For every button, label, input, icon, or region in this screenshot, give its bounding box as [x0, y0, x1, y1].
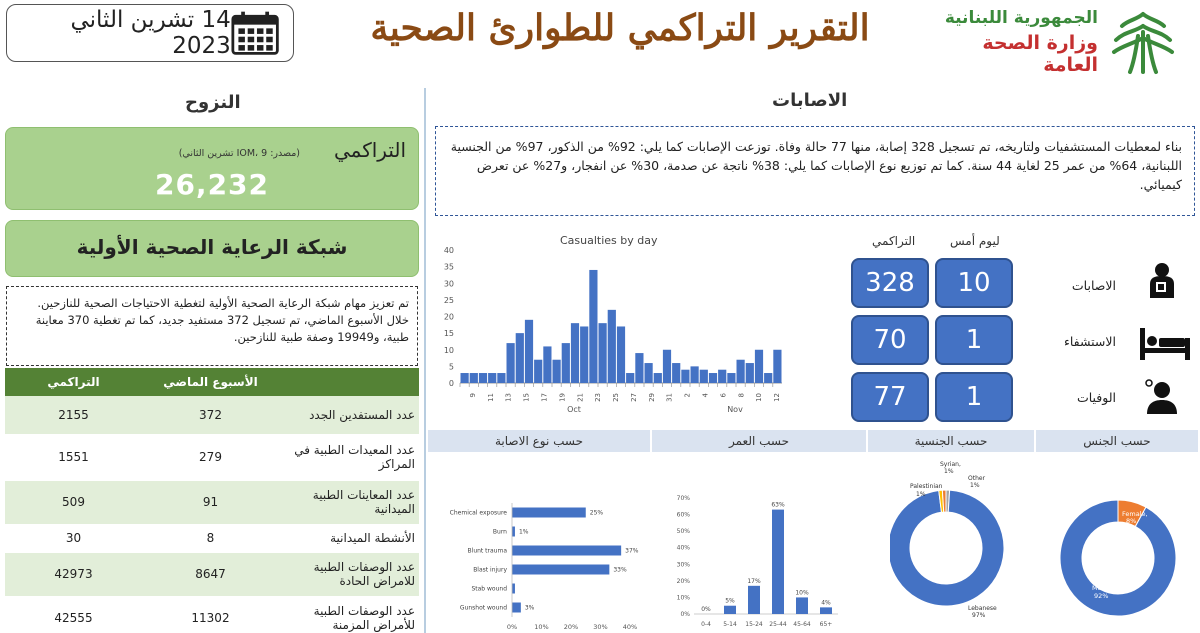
injury-type-bar [512, 508, 586, 518]
row-total: 42555 [5, 596, 142, 633]
pane-header-age: حسب العمر [652, 430, 866, 452]
value-label: 3% [524, 604, 535, 612]
x-tick-label: 6 [719, 393, 728, 398]
daily-bar [663, 350, 671, 383]
phc-note: تم تعزيز مهام شبكة الرعاية الصحية الأولية لتغطية الاحتياجات الصحية للنازحين. خلال الأسبوع الماضي، تم تسجيل 372 مستفيد جديد، كما تم تغطية 370 معاينة طبية، و19949 وصفة طبية للنازحين. [6, 286, 418, 366]
x-tick-label: 19 [558, 393, 567, 402]
daily-bar [681, 370, 689, 383]
row-label: عدد المستفدين الجدد [279, 396, 419, 434]
y-tick-label: 70% [676, 495, 690, 502]
injuries-label: الاصابات [1071, 278, 1116, 293]
y-tick-label: 0 [448, 379, 454, 388]
value-label: 10% [795, 589, 809, 597]
calendar-icon [231, 9, 279, 57]
row-week: 91 [142, 480, 279, 524]
age-bar [796, 597, 808, 614]
x-tick-label: 27 [629, 393, 638, 402]
daily-bar [709, 373, 717, 383]
ministry-name [928, 8, 1098, 76]
injury-type-bar [512, 603, 521, 613]
pane-header-injury-type: حسب نوع الاصابة [428, 430, 650, 452]
month-label: Nov [727, 405, 743, 414]
table-row [5, 396, 419, 434]
x-tick-label: 31 [665, 393, 674, 402]
y-tick-label: 20 [443, 312, 454, 322]
injury-type-bar [512, 546, 621, 556]
x-tick-label: 12 [773, 393, 782, 402]
ministry-label: وزارة الصحة العامة [982, 32, 1098, 76]
table-row [5, 552, 419, 596]
pane-header-gender: حسب الجنس [1036, 430, 1198, 452]
daily-bar [507, 343, 515, 383]
row-week: 8 [142, 524, 279, 552]
injury-type-chart [430, 495, 650, 633]
row-week: 372 [142, 396, 279, 434]
category-label: 25-44 [769, 621, 787, 628]
x-tick-label: 15 [522, 393, 531, 402]
slice-label: Lebanese [968, 605, 997, 612]
column-divider [424, 88, 426, 633]
value-label: 37% [625, 547, 639, 555]
hospitalization-cumulative: 70 [851, 315, 929, 365]
x-tick-label: 0% [506, 623, 518, 631]
injury-type-bar [512, 565, 609, 575]
row-total: 509 [5, 480, 142, 524]
deaths-label: الوفيات [1076, 390, 1116, 405]
category-label: 5-14 [723, 621, 737, 628]
daily-bar [737, 360, 745, 383]
value-label: 5% [725, 597, 735, 605]
y-tick-label: 40 [443, 246, 454, 255]
row-label: عدد المعيدات الطبية في المراكز [279, 434, 419, 480]
slice-value-label: 92% [1094, 592, 1109, 600]
pane-header-nationality: حسب الجنسية [868, 430, 1034, 452]
row-total: 42973 [5, 552, 142, 596]
daily-bar [543, 346, 551, 383]
hospital-bed-icon [1138, 326, 1192, 360]
daily-bar [461, 373, 469, 383]
stats-header-cumulative: التراكمي [872, 234, 916, 248]
category-label: 15-24 [745, 621, 763, 628]
slice-label: Palestinian [910, 483, 943, 490]
row-total: 2155 [5, 396, 142, 434]
report-header [0, 0, 1200, 80]
y-tick-label: 35 [443, 262, 454, 272]
age-bar [748, 586, 760, 614]
table-row [5, 596, 419, 633]
x-tick-label: 8 [737, 393, 746, 398]
row-total: 30 [5, 524, 142, 552]
x-tick-label: 30% [593, 623, 608, 631]
stats-header-yesterday: ليوم أمس [950, 234, 1000, 248]
table-header-week: الأسبوع الماضي [142, 368, 279, 396]
injuries-yesterday: 10 [935, 258, 1013, 308]
x-tick-label: 11 [486, 393, 495, 402]
phc-table [5, 368, 419, 633]
value-label: 25% [589, 509, 604, 517]
nationality-donut-chart [890, 460, 1016, 633]
y-tick-label: 50% [676, 528, 690, 536]
daily-bar [654, 373, 662, 383]
gender-donut-chart [1050, 480, 1190, 633]
displacement-section-title: النزوح [185, 92, 241, 113]
category-label: 0-4 [701, 621, 711, 628]
x-tick-label: 9 [468, 393, 477, 398]
daily-bar [534, 360, 542, 383]
injuries-section-title: الاصابات [772, 90, 848, 111]
x-tick-label: 10 [755, 393, 764, 402]
category-label: Gunshot wound [459, 604, 507, 612]
x-tick-label: 25 [612, 393, 621, 402]
table-row [5, 480, 419, 524]
daily-bar [672, 363, 680, 383]
slice-label: Other [968, 475, 986, 482]
daily-bar [626, 373, 634, 383]
deceased-person-icon [1144, 378, 1180, 414]
row-week: 11302 [142, 596, 279, 633]
value-label: 33% [613, 566, 627, 574]
phc-title-card [5, 220, 419, 277]
daily-bar [755, 350, 763, 383]
source-note: (مصدر: IOM، 9 تشرين الثاني) [178, 148, 300, 159]
x-tick-label: 13 [504, 393, 513, 402]
table-header-total: التراكمي [5, 368, 142, 396]
category-label: Burn [492, 528, 507, 536]
y-tick-label: 25 [443, 295, 454, 305]
row-label: الأنشطة الميدانية [279, 524, 419, 552]
daily-bar [553, 360, 561, 383]
report-date: 14 تشرين الثاني 2023 [70, 7, 231, 59]
category-label: 45-64 [793, 621, 811, 628]
category-label: Blunt trauma [467, 547, 507, 555]
daily-bar [479, 373, 487, 383]
x-tick-label: 23 [594, 393, 603, 402]
slice-label: Syrian, [940, 461, 961, 468]
y-tick-label: 5 [448, 362, 454, 372]
phc-title: شبكة الرعاية الصحية الأولية [76, 235, 348, 259]
daily-bar [488, 373, 496, 383]
daily-bar [589, 270, 597, 383]
x-tick-label: 4 [701, 393, 710, 398]
category-label: Blast injury [473, 566, 507, 574]
daily-bar [691, 366, 699, 383]
daily-bar [562, 343, 570, 383]
injuries-cumulative: 328 [851, 258, 929, 308]
category-label: 65+ [819, 621, 833, 628]
daily-bar [635, 353, 643, 383]
table-row [5, 524, 419, 552]
y-tick-label: 10% [676, 594, 690, 602]
x-tick-label: 40% [622, 623, 638, 631]
table-header-label [279, 368, 419, 396]
casualties-by-day-chart [430, 240, 790, 420]
daily-bar [746, 363, 754, 383]
cedar-logo-icon [1108, 6, 1178, 78]
injured-person-icon [1140, 262, 1180, 298]
y-tick-label: 15 [443, 329, 454, 339]
row-week: 8647 [142, 552, 279, 596]
y-tick-label: 60% [676, 511, 690, 519]
table-header-row [5, 368, 419, 396]
deaths-yesterday: 1 [935, 372, 1013, 422]
daily-bar [497, 373, 505, 383]
age-bar [772, 510, 784, 614]
age-group-chart [668, 490, 846, 633]
daily-bar [773, 350, 781, 383]
row-week: 279 [142, 434, 279, 480]
daily-bar [608, 310, 616, 383]
value-label: 1% [518, 528, 529, 536]
daily-bar [516, 333, 524, 383]
slice-value-label: 97% [972, 612, 986, 619]
daily-bar [470, 373, 478, 383]
daily-bar [525, 320, 533, 383]
injury-type-bar [512, 584, 515, 594]
table-row [5, 434, 419, 480]
slice-value-label: 8% [1126, 517, 1137, 525]
republic-label: الجمهورية اللبنانية [944, 8, 1098, 28]
deaths-cumulative: 77 [851, 372, 929, 422]
value-label: 17% [747, 577, 761, 585]
row-label: عدد الوصفات الطبية للأمراض المزمنة [279, 596, 419, 633]
cumulative-label: التراكمي [333, 138, 406, 162]
y-tick-label: 30 [443, 279, 454, 289]
value-label: 0% [701, 606, 711, 613]
y-tick-label: 20% [676, 577, 690, 585]
daily-chart-title: Casualties by day [560, 234, 658, 247]
daily-bar [599, 323, 607, 383]
month-label: Oct [567, 405, 581, 414]
value-label: 63% [771, 501, 785, 509]
daily-bar [645, 363, 653, 383]
report-title: التقرير التراكمي للطوارئ الصحية [370, 7, 870, 49]
category-label: Chemical exposure [449, 509, 507, 517]
category-label: Stab wound [471, 585, 507, 593]
y-tick-label: 0% [680, 611, 690, 618]
x-tick-label: 17 [540, 393, 549, 402]
x-tick-label: 29 [647, 393, 656, 402]
value-label: 4% [821, 599, 831, 607]
daily-bar [571, 323, 579, 383]
hospitalization-yesterday: 1 [935, 315, 1013, 365]
displaced-cumulative-value: 26,232 [154, 168, 270, 201]
displacement-card [5, 127, 419, 210]
slice-value-label: 1% [970, 482, 980, 489]
row-label: عدد الوصفات الطبية للامراض الحادة [279, 552, 419, 596]
daily-bar [580, 326, 588, 383]
daily-bar [617, 326, 625, 383]
date-box [6, 4, 294, 62]
slice-value-label: 1% [916, 491, 926, 498]
x-tick-label: 2 [683, 393, 692, 398]
slice-label: Male [1092, 584, 1108, 592]
slice-label: Female, [1122, 510, 1148, 518]
daily-bar [727, 373, 735, 383]
daily-bar [764, 373, 772, 383]
row-label: عدد المعاينات الطبية الميدانية [279, 480, 419, 524]
row-total: 1551 [5, 434, 142, 480]
daily-bar [700, 370, 708, 383]
gender-slice [1060, 500, 1176, 616]
hospitalization-label: الاستشفاء [1063, 334, 1116, 349]
x-tick-label: 21 [576, 393, 585, 402]
y-tick-label: 10 [443, 345, 454, 355]
slice-value-label: 1% [944, 468, 954, 475]
y-tick-label: 40% [676, 544, 690, 552]
injuries-note: بناء لمعطيات المستشفيات ولتاريخه، تم تسجيل 328 إصابة، منها 77 حالة وفاة. توزعت الإصابات كما يلي: 92% من الذكور، 97% من الجنسية اللبنانية، 64% من عمر 25 لغاية 44 سنة. كما تم توزيع نوع الإصابات كما يلي: 38% ناتجة عن صدمة، 30% عن انفجار، و27% عن تعرض كيميائي. [435, 126, 1195, 216]
injury-type-bar [512, 527, 515, 537]
daily-bar [718, 370, 726, 383]
x-tick-label: 10% [534, 623, 549, 631]
age-bar [820, 607, 832, 614]
x-tick-label: 20% [563, 623, 579, 631]
age-bar [724, 606, 736, 614]
y-tick-label: 30% [676, 561, 690, 569]
